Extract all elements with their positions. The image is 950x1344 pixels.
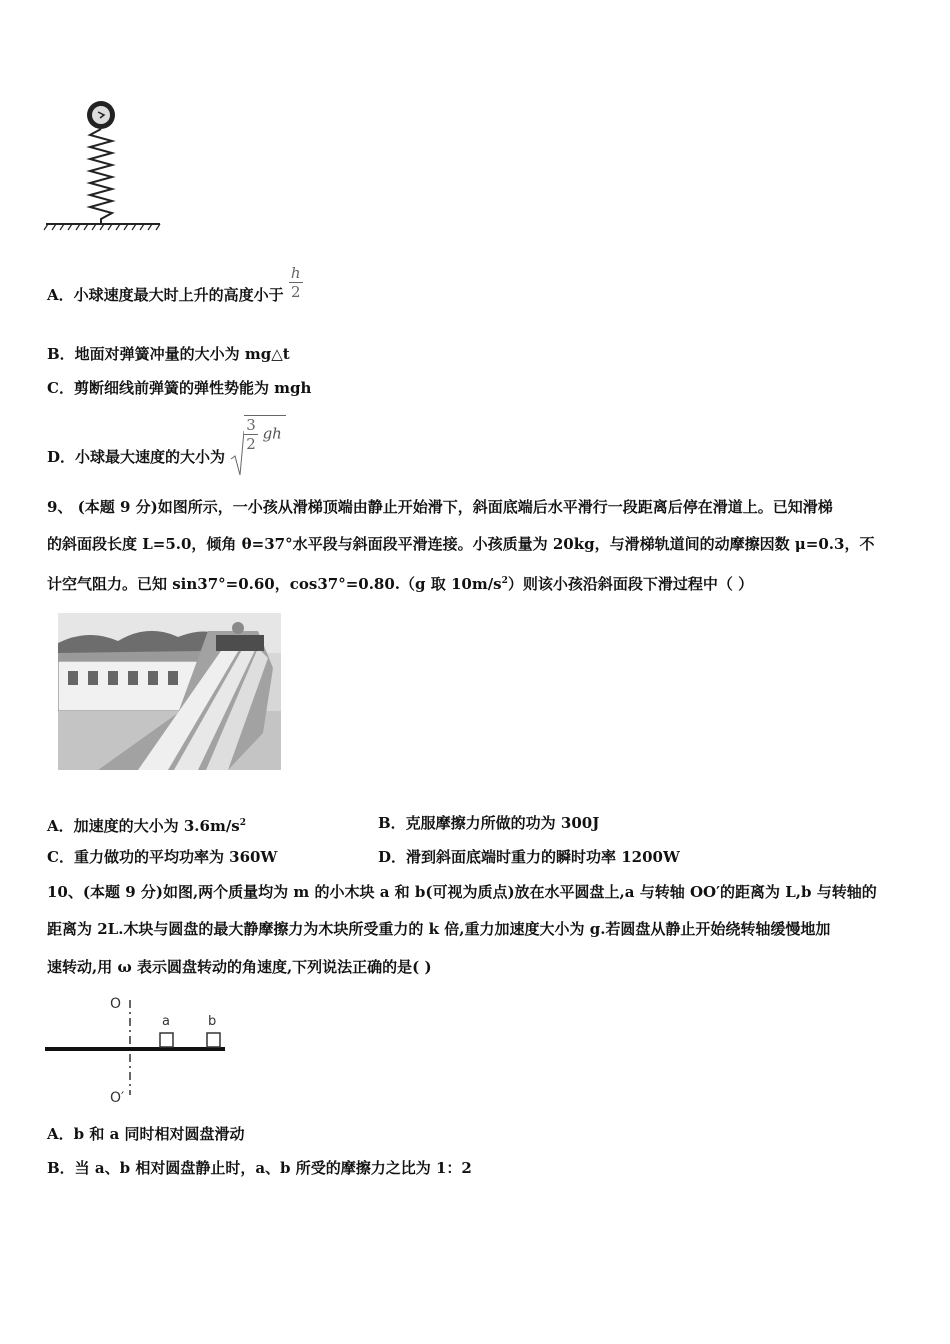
q10-stem-line-2: 距离为 2L.木块与圆盘的最大静摩擦力为木块所受重力的 k 倍,重力加速度大小为 g.若圆盘从静止开始绕转轴缓慢地加 [47,920,831,938]
spring [90,129,112,223]
label-b: b [208,1014,217,1029]
q9-stem-line-2: 的斜面段长度 L=5.0，倾角 θ=37°水平段与斜面段平滑连接。小孩质量为 20kg，与滑梯轨道间的动摩擦因数 μ=0.3，不 [47,535,875,553]
spring-ball-figure [40,95,170,235]
frac-num: h [290,263,301,282]
q9-stem-line-1: 9、 (本题 9 分)如图所示，一小孩从滑梯顶端由静止开始滑下，斜面底端后水平滑行一段距离后停在滑道上。已知滑梯 [47,498,833,516]
block-a [160,1033,173,1047]
q10-stem-line-3: 速转动,用 ω 表示圆盘转动的角速度,下列说法正确的是( ) [47,958,432,976]
block-b [207,1033,220,1047]
q9-option-a: A．加速度的大小为 $3.6m/s^2$ [47,817,247,835]
q8-option-c: C．剪断细线前弹簧的弹性势能为 mgh [47,379,312,397]
q10-option-a: A．b 和 a 同时相对圆盘滑动 [47,1125,245,1143]
frac-den: 2 [290,282,301,301]
q8-option-d: D．小球最大速度的大小为 $\frac{3}{2}$ gh [47,437,286,479]
sqrt-symbol [230,429,244,479]
disk-figure [40,990,240,1110]
q8-option-b: B．地面对弹簧冲量的大小为 mg△t [47,345,290,363]
q9-option-c: C．重力做功的平均功率为 360W [47,848,278,866]
q9-option-d: D．滑到斜面底端时重力的瞬时功率 1200W [378,848,680,866]
label-a: a [162,1014,170,1029]
q10-option-b: B．当 a、b 相对圆盘静止时，a、b 所受的摩擦力之比为 1：2 [47,1159,472,1177]
q8-option-a: A．小球速度最大时上升的高度小于 $\frac{h}{2}$ [47,263,301,304]
slide-photo [58,613,281,770]
label-o-prime: O′ [110,1090,125,1106]
q9-option-b: B．克服摩擦力所做的功为 300J [378,814,600,832]
q10-stem-line-1: 10、(本题 9 分)如图,两个质量均为 m 的小木块 a 和 b(可视为质点)放在水平圆盘上,a 与转轴 OO′的距离为 L,b 与转轴的 [47,883,877,901]
label-o: O [110,996,122,1012]
q9-stem-line-3: 计空气阻力。已知 sin37°=0.60，cos37°=0.80.（g 取 $10m/s^2$）则该小孩沿斜面段下滑过程中（ ） [47,575,754,593]
